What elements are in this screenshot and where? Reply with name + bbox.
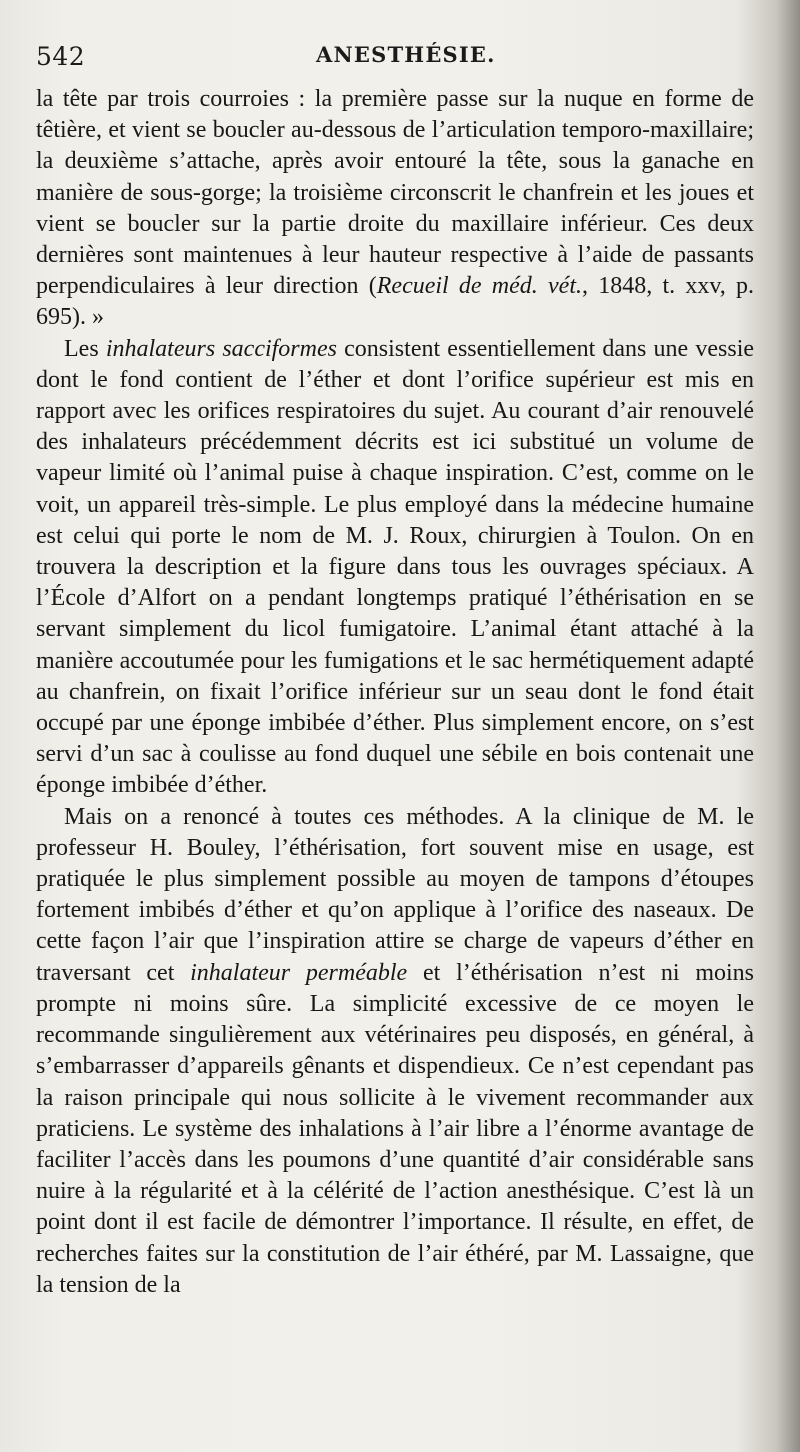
- paragraph-continuation: [36, 84, 754, 334]
- italic-term: inhalateur perméable: [190, 959, 408, 986]
- paragraph-sacciform-inhalers: [36, 334, 754, 802]
- text-run: Les: [64, 335, 106, 362]
- paragraph-methods: [36, 802, 754, 1301]
- text-run: consistent essentiellement dans une vessie dont le fond contient de l’éther et dont l’orifice supérieur est mis en rapport avec les orifices respiratoires du sujet. Au courant d’air renouvelé des inhalateurs précédemment décrits est ici substitué un volume de vapeur limité où l’animal puise à chaque inspiration. C’est, comme on le voit, un appareil très-simple. Le plus employé dans la médecine humaine est celui qui porte le nom de M. J. Roux, chirurgien à Toulon. On en trouvera la description et la figure dans tous les ouvrages spéciaux. A l’École d’Alfort on a pendant longtemps pratiqué l’éthérisation en se servant simplement du licol fumigatoire. L’animal étant attaché à la manière accoutumée pour les fumigations et le sac hermétiquement adapté au chanfrein, on fixait l’orifice inférieur sur un seau dont le fond était occupé par une éponge imbibée d’éther. Plus simplement encore, on s’est servi d’un sac à coulisse au fond duquel une sébile en bois contenait une éponge imbibée d’éther.: [36, 335, 755, 799]
- text-run: la tête par trois courroies : la première passe sur la nuque en forme de têtière, et vient se boucler au-dessous de l’articulation temporo-maxillaire; la deuxième s’attache, après avoir entouré la tête, sous la ganache en manière de sous-gorge; la troisième circonscrit le chanfrein et les joues et vient se boucler sur la partie droite du maxillaire inférieur. Ces deux dernières sont maintenues à leur hauteur respective à l’aide de passants perpendiculaires à leur direction (: [36, 86, 754, 300]
- running-title: ANESTHÉSIE.: [316, 42, 496, 67]
- text-run: Mais on a renoncé à toutes ces méthodes. A la clinique de M. le professeur H. Bouley, l’éthérisation, fort souvent mise en usage, est pratiquée le plus simplement possible au moyen de tampons d’étoupes fortement imbibés d’éther et qu’on applique à l’orifice des naseaux. De cette façon l’air que l’inspiration attire se charge de vapeurs d’éther en traversant cet: [36, 803, 754, 986]
- running-head: [36, 34, 752, 74]
- italic-term: inhalateurs sacciformes: [105, 335, 337, 362]
- italic-citation: Recueil de méd. vét.: [376, 273, 582, 300]
- text-run: , 1848, t. xxv, p. 695). »: [36, 273, 755, 331]
- text-run: et l’éthérisation n’est ni moins prompte ni moins sûre. La simplicité excessive de ce moyen le recommande singulièrement aux vétérinaires peu disposés, en général, à s’embarrasser d’appareils gênants et dispendieux. Ce n’est cependant pas la raison principale qui nous sollicite à le vivement recommander aux praticiens. Le système des inhalations à l’air libre a l’énorme avantage de faciliter l’accès dans les poumons d’une quantité d’air considérable sans nuire à la régularité et à la célérité de l’action anesthésique. C’est là un point dont il est facile de démontrer l’importance. Il résulte, en effet, de recherches faites sur la constitution de l’air éthéré, par M. Lassaigne, que la tension de la: [36, 959, 755, 1298]
- page-number: 542: [36, 42, 86, 71]
- body-text: [36, 84, 754, 1301]
